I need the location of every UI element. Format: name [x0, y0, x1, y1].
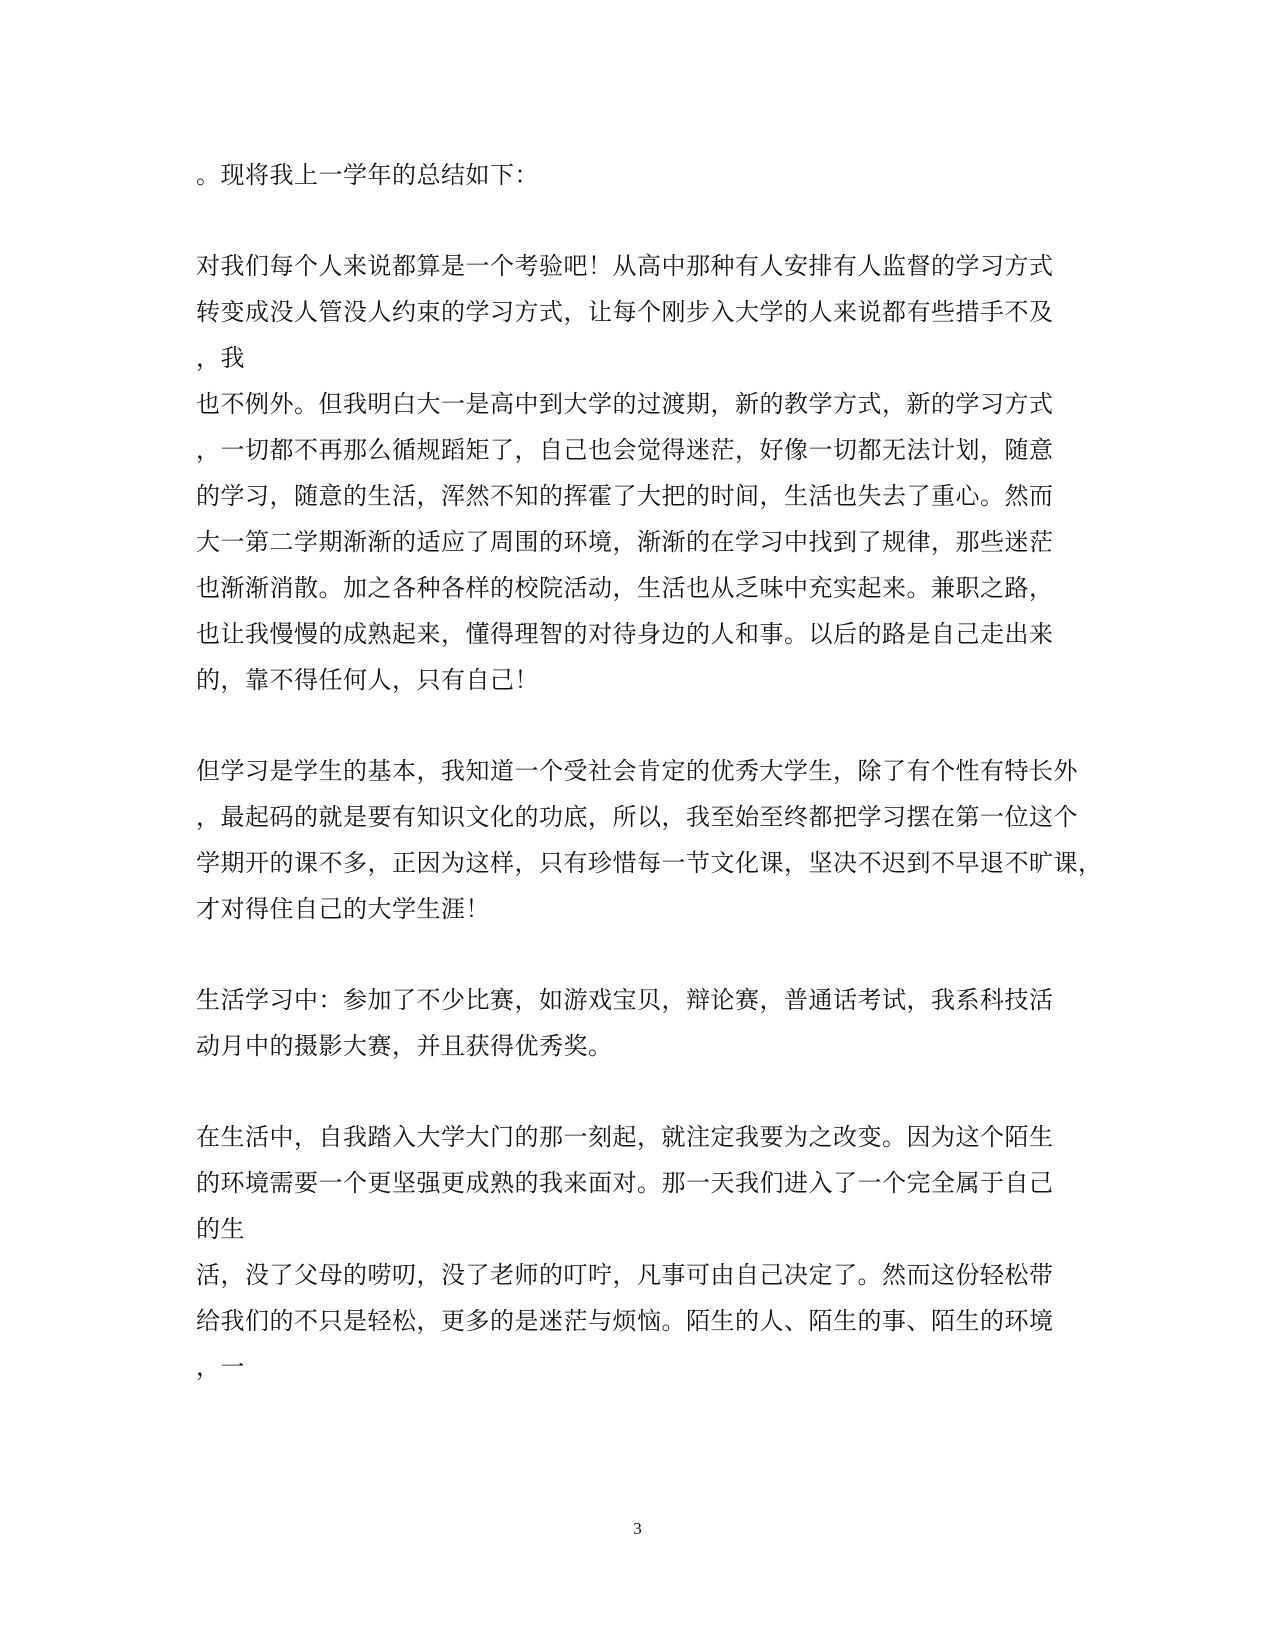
text-line: 在生活中，自我踏入大学大门的那一刻起，就注定我要为之改变。因为这个陌生 — [196, 1123, 1054, 1151]
text-line: 的学习，随意的生活，浑然不知的挥霍了大把的时间，生活也失去了重心。然而 — [196, 482, 1054, 510]
text-line: 给我们的不只是轻松，更多的是迷茫与烦恼。陌生的人、陌生的事、陌生的环境 — [196, 1307, 1054, 1335]
text-line: 。现将我上一学年的总结如下： — [196, 161, 539, 189]
text-line: 学期开的课不多，正因为这样，只有珍惜每一节文化课，坚决不迟到不早退不旷课， — [196, 849, 1103, 877]
text-line: 但学习是学生的基本，我知道一个受社会肯定的优秀大学生，除了有个性有特长外 — [196, 757, 1078, 785]
text-line: 对我们每个人来说都算是一个考验吧！从高中那种有人安排有人监督的学习方式 — [196, 252, 1054, 280]
text-line: 转变成没人管没人约束的学习方式，让每个刚步入大学的人来说都有些措手不及 — [196, 298, 1054, 326]
text-line: 的，靠不得任何人，只有自己！ — [196, 666, 539, 694]
text-line: 也渐渐消散。加之各种各样的校院活动，生活也从乏味中充实起来。兼职之路， — [196, 574, 1054, 602]
text-line: 也不例外。但我明白大一是高中到大学的过渡期，新的教学方式，新的学习方式 — [196, 390, 1054, 418]
text-line: ，一切都不再那么循规蹈矩了，自己也会觉得迷茫，好像一切都无法计划，随意 — [196, 436, 1054, 464]
text-line: ，一 — [196, 1353, 245, 1381]
text-line: 动月中的摄影大赛，并且获得优秀奖。 — [196, 1032, 613, 1060]
text-line: 大一第二学期渐渐的适应了周围的环境，渐渐的在学习中找到了规律，那些迷茫 — [196, 528, 1054, 556]
text-line: 生活学习中：参加了不少比赛，如游戏宝贝，辩论赛，普通话考试，我系科技活 — [196, 986, 1054, 1014]
text-line: 的环境需要一个更坚强更成熟的我来面对。那一天我们进入了一个完全属于自己 — [196, 1169, 1054, 1197]
text-line: 也让我慢慢的成熟起来，懂得理智的对待身边的人和事。以后的路是自己走出来 — [196, 620, 1054, 648]
text-line: 活，没了父母的唠叨，没了老师的叮咛，凡事可由自己决定了。然而这份轻松带 — [196, 1261, 1054, 1289]
text-line: 的生 — [196, 1215, 245, 1243]
page-number: 3 — [633, 1519, 642, 1538]
text-line: ，最起码的就是要有知识文化的功底，所以，我至始至终都把学习摆在第一位这个 — [196, 803, 1078, 831]
text-line: 才对得住自己的大学生涯！ — [196, 895, 490, 923]
text-line: ，我 — [196, 344, 245, 372]
